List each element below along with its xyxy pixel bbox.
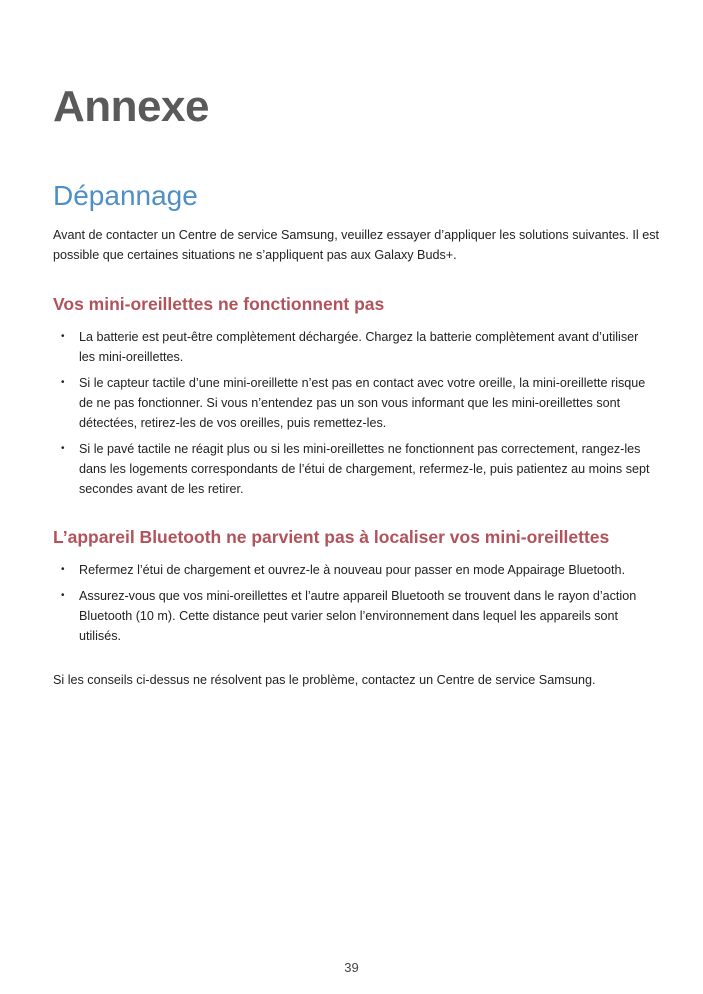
problem1-heading: Vos mini-oreillettes ne fonctionnent pas: [53, 294, 385, 314]
bullet-icon: •: [61, 590, 65, 601]
bullet-icon: •: [61, 377, 65, 388]
problem2-heading: L’appareil Bluetooth ne parvient pas à localiser vos mini-oreillettes: [53, 527, 610, 547]
list-item-text: La batterie est peut-être complètement déchargée. Chargez la batterie complètement avant d’utiliser les mini-oreillettes.: [79, 330, 639, 364]
bullet-icon: •: [61, 564, 65, 575]
bullet-icon: •: [61, 443, 65, 454]
closing-note: Si les conseils ci-dessus ne résolvent pas le problème, contactez un Centre de service Samsung.: [53, 673, 596, 687]
page-number: 39: [344, 960, 359, 975]
problem1-list: [53, 327, 653, 505]
chapter-title: Annexe: [53, 82, 209, 131]
list-item: [53, 373, 653, 433]
list-item-text: Assurez-vous que vos mini-oreillettes et l’autre appareil Bluetooth se trouvent dans le rayon d’action Bluetooth (10 m). Cette distance peut varier selon l’environnement dans lequel les appareils sont utilisés.: [79, 589, 637, 643]
list-item: [53, 586, 653, 646]
list-item-text: Si le capteur tactile d’une mini-oreillette n’est pas en contact avec votre oreille, la mini-oreillette risque de ne pas fonctionner. Si vous n’entendez pas un son vous informant que les mini-oreillettes sont détectées, retirez-les de vos oreilles, puis remettez-les.: [79, 376, 646, 430]
problem2-list: [53, 560, 653, 646]
list-item: [53, 327, 653, 367]
list-item-text: Si le pavé tactile ne réagit plus ou si les mini-oreillettes ne fonctionnent pas correctement, rangez-les dans les logements correspondants de l’étui de chargement, refermez-le, puis patientez au moins sept secondes avant de les retirer.: [79, 442, 650, 496]
bullet-icon: •: [61, 331, 65, 342]
list-item: [53, 439, 653, 499]
list-item: [53, 560, 653, 580]
section-title: Dépannage: [53, 180, 198, 211]
list-item-text: Refermez l’étui de chargement et ouvrez-le à nouveau pour passer en mode Appairage Bluetooth.: [79, 563, 626, 577]
section-intro: Avant de contacter un Centre de service Samsung, veuillez essayer d’appliquer les solutions suivantes. Il est possible que certaines situations ne s’appliquent pas aux Galaxy Buds+.: [53, 228, 659, 262]
